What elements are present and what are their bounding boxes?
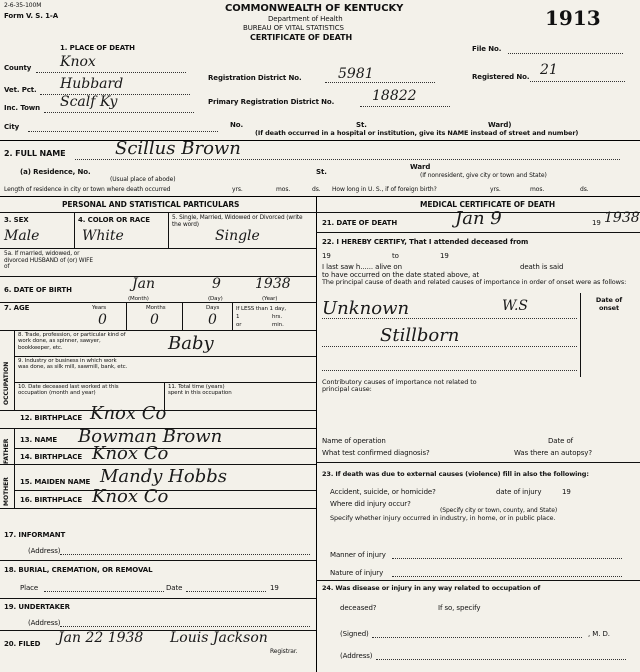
certificate-title: CERTIFICATE OF DEATH: [250, 33, 353, 42]
burial-date-label: Date: [166, 584, 183, 592]
primary-district-label: Primary Registration District No.: [208, 98, 335, 106]
cause-1-value: Unknown: [322, 298, 410, 319]
occurred-text: to have occurred on the date stated above, at: [322, 271, 480, 279]
father-side-label: FATHER: [3, 438, 10, 464]
form-code: 2-6-35-100M: [4, 2, 42, 9]
color-value: White: [82, 228, 124, 244]
dob-month: Jan: [132, 276, 155, 292]
registered-no-label: Registered No.: [472, 73, 530, 81]
year-stamp: 1913: [545, 6, 601, 30]
undertaker-label: 19. UNDERTAKER: [4, 603, 70, 611]
registrar-label: Registrar.: [270, 648, 298, 655]
total-time-label: 11. Total time (years) spent in this occupation: [168, 384, 232, 397]
city-label: City: [4, 123, 20, 131]
city-ward-label: Ward): [488, 121, 512, 129]
hospital-note: (If death occurred in a hospital or institution, give its NAME instead of street and number): [255, 129, 579, 137]
external-causes-label: 23. If death was due to external causes (violence) fill in also the following:: [322, 470, 589, 478]
manner-label: Manner of injury: [330, 551, 386, 559]
date-of-death-year: 1938: [604, 210, 640, 226]
registrar-signature: Louis Jackson: [170, 630, 268, 646]
informant-label: 17. INFORMANT: [4, 531, 66, 539]
trade-label: 8. Trade, profession, or particular kind of work done, as spinner, sawyer, bookkeeper, etc.: [18, 332, 126, 351]
form-number: Form V. S. 1-A: [4, 12, 59, 20]
residence-st-label: St.: [316, 168, 327, 176]
if-so-label: If so, specify: [438, 604, 481, 612]
inc-town-value: Scalf Ky: [60, 94, 118, 110]
medical-address-label: (Address): [340, 652, 373, 660]
mother-side-label: MOTHER: [3, 477, 10, 506]
contributory-label: Contributory causes of importance not related to principal cause:: [322, 378, 477, 393]
county-label: County: [4, 64, 32, 72]
father-birthplace-value: Knox Co: [92, 443, 169, 464]
marital-label: 5. Single, Married, Widowed or Divorced (write the word): [172, 215, 303, 228]
cause-1-note: W.S: [502, 298, 528, 314]
age-months: 0: [150, 312, 159, 328]
where-label: Where did injury occur?: [330, 500, 411, 508]
date-of-death-value: Jan 9: [455, 208, 502, 229]
father-birthplace-label: 14. BIRTHPLACE: [20, 453, 83, 461]
sex-label: 3. SEX: [4, 216, 29, 224]
city-st-label: St.: [356, 121, 367, 129]
industry-label: 9. Industry or business in which work was done, as silk mill, sawmill, bank, etc.: [18, 358, 128, 371]
county-value: Knox: [60, 54, 96, 70]
city-no-label: No.: [230, 121, 244, 129]
operation-label: Name of operation: [322, 437, 386, 445]
birthplace-value: Knox Co: [90, 403, 167, 424]
file-no-label: File No.: [472, 45, 502, 53]
sex-value: Male: [4, 228, 40, 244]
personal-section-title: PERSONAL AND STATISTICAL PARTICULARS: [62, 200, 240, 209]
vet-pct-value: Hubbard: [60, 76, 124, 92]
occupation-question: 24. Was disease or injury in any way related to occupation of: [322, 584, 541, 592]
father-name-value: Bowman Brown: [78, 426, 223, 447]
department: Department of Health: [268, 15, 343, 23]
color-label: 4. COLOR OR RACE: [78, 216, 150, 224]
age-label: 7. AGE: [4, 304, 30, 312]
dob-day: 9: [212, 276, 221, 292]
maiden-name-label: 15. MAIDEN NAME: [20, 478, 91, 486]
reg-district-value: 5981: [338, 66, 374, 82]
full-name-label: 2. FULL NAME: [4, 149, 66, 158]
nature-label: Nature of injury: [330, 569, 384, 577]
place-of-death-title: 1. PLACE OF DEATH: [60, 44, 135, 52]
accident-label: Accident, suicide, or homicide?: [330, 488, 436, 496]
reg-district-label: Registration District No.: [208, 74, 302, 82]
usual-abode: (Usual place of abode): [110, 176, 176, 183]
mother-birthplace-label: 16. BIRTHPLACE: [20, 496, 83, 504]
mother-birthplace-value: Knox Co: [92, 486, 169, 507]
residence-label: (a) Residence, No.: [20, 168, 91, 176]
death-certificate: 2-6-35-100M Form V. S. 1-A COMMONWEALTH OF KENTUCKY Department of Health BUREAU OF VITAL STATISTICS CERTIFICATE OF DEATH 1913 File No. Registered No. 21 Registration District No. 5981 Primary Registration District No. 18822 1. PLACE OF DEATH County Knox Vet. Pct. Hubbard Inc. Town Scalf Ky City No. St. Ward) (If death occurred in a hospital or institution, give its NAME instead of street and number) 2. FULL NAME Scillus Brown (a) Residence, No. (Usual place of abode) St. Ward (If nonresident, give city or town and State) Length of residence in city or town where death occurred yrs. mos. ds. How long in U. S., if of foreign birth? yrs. mos. ds. PERSONAL AND STATISTICAL PARTICULARS MEDICAL CERTIFICATE OF DEATH 3. SEX Male 4. COLOR OR RACE White 5. Single, Married, Widowed or Divorced (write the word) Single 5a. If married, widowed, or divorced HUSBAND of (or) WIFE of 6. DATE OF BIRTH Jan 9 1938 (Month) (Day) (Year) 7. AGE Years Months Days 0 0 0 If LESS than 1 day, 1 hrs. or min. OCCUPATION 8. Trade, profession, or particular kind of work done, as spinner, sawyer, bookkeeper, etc. Baby 9. Industry or business in which work was done, as silk mill, sawmill, bank, etc. 10. Date deceased last worked at this occupation (month and year) 11. Total time (years) spent in this occupation 12. BIRTHPLACE Knox Co FATHER 13. NAME Bowman Brown 14. BIRTHPLACE Knox Co MOTHER 15. MAIDEN NAME Mandy Hobbs 16. BIRTHPLACE Knox Co 17. INFORMANT (Address) 18. BURIAL, CREMATION, OR REMOVAL Place Date 19 19. UNDERTAKER (Address) 20. FILED Jan 22 1938 Louis Jackson Registrar. 21. DATE OF DEATH Jan 9 19 1938 22. I HEREBY CERTIFY, That I attended deceased from 19 to 19 I last saw h...... alive on death is said to have occurred on the date stated above, at The principal cause of death and related causes of importance in order of onset were as follows: Date of onset Unknown W.S Stillborn Contributory causes of importance not related to principal cause: Name of operation Date of What test confirmed diagnosis? Was there an autopsy? 23. If death was due to external causes (violence) fill in also the following: Accident, suicide, or homicide? date of injury 19 Where did injury occur? (Specify city or town, county, and State) Specify whether injury occurred in industry, in home, or in public place. Manner of injury Nature of injury 24. Was disease or injury in any way related to occupation of deceased? If so, specify (Signed) , M. D. (Address): [0, 0, 640, 672]
burial-label: 18. BURIAL, CREMATION, OR REMOVAL: [4, 566, 153, 574]
bureau: BUREAU OF VITAL STATISTICS: [243, 24, 344, 32]
filed-date: Jan 22 1938: [58, 630, 144, 646]
father-name-label: 13. NAME: [20, 436, 58, 444]
nonresident-note: (If nonresident, give city or town and State): [420, 172, 547, 179]
vet-pct-label: Vet. Pct.: [4, 86, 37, 94]
age-days: 0: [208, 312, 217, 328]
specify-city-note: (Specify city or town, county, and State): [440, 507, 558, 514]
autopsy-label: Was there an autopsy?: [514, 449, 592, 457]
primary-district-value: 18822: [372, 88, 417, 104]
burial-place-label: Place: [20, 584, 39, 592]
undertaker-address-label: (Address): [28, 619, 61, 627]
dob-label: 6. DATE OF BIRTH: [4, 286, 72, 294]
filed-label: 20. FILED: [4, 640, 41, 648]
occupation-side-label: OCCUPATION: [3, 361, 10, 405]
dob-year: 1938: [255, 276, 291, 292]
birthplace-label: 12. BIRTHPLACE: [20, 414, 83, 422]
husband-wife-label: 5a. If married, widowed, or divorced HUSBAND of (or) WIFE of: [4, 251, 93, 270]
last-worked-label: 10. Date deceased last worked at this occupation (month and year): [18, 384, 119, 397]
date-of-death-label: 21. DATE OF DEATH: [322, 219, 398, 227]
length-note: Length of residence in city or town where death occurred: [4, 186, 171, 193]
specify-injury-note: Specify whether injury occurred in industry, in home, or in public place.: [330, 514, 556, 522]
trade-value: Baby: [168, 333, 214, 354]
foreign-birth-note: How long in U. S., if of foreign birth?: [332, 186, 437, 193]
deceased-label: deceased?: [340, 604, 377, 612]
principal-cause-text: The principal cause of death and related causes of importance in order of onset were as follows:: [322, 278, 627, 286]
full-name-value: Scillus Brown: [115, 138, 241, 159]
injury-date-label: date of injury: [496, 488, 542, 496]
certify-label: 22. I HEREBY CERTIFY, That I attended deceased from: [322, 238, 529, 246]
date-of-onset-header: Date of onset: [595, 296, 623, 312]
residence-ward-label: Ward: [410, 163, 431, 171]
informant-address-label: (Address): [28, 547, 61, 555]
age-years: 0: [98, 312, 107, 328]
last-saw-label: I last saw h...... alive on: [322, 263, 402, 271]
signed-label: (Signed): [340, 630, 369, 638]
maiden-name-value: Mandy Hobbs: [100, 466, 227, 487]
marital-value: Single: [215, 228, 260, 244]
cause-2-value: Stillborn: [380, 325, 460, 346]
test-label: What test confirmed diagnosis?: [322, 449, 430, 457]
state-title: COMMONWEALTH OF KENTUCKY: [225, 3, 404, 14]
registered-no-value: 21: [540, 62, 558, 78]
inc-town-label: Inc. Town: [4, 104, 41, 112]
medical-section-title: MEDICAL CERTIFICATE OF DEATH: [420, 200, 556, 209]
